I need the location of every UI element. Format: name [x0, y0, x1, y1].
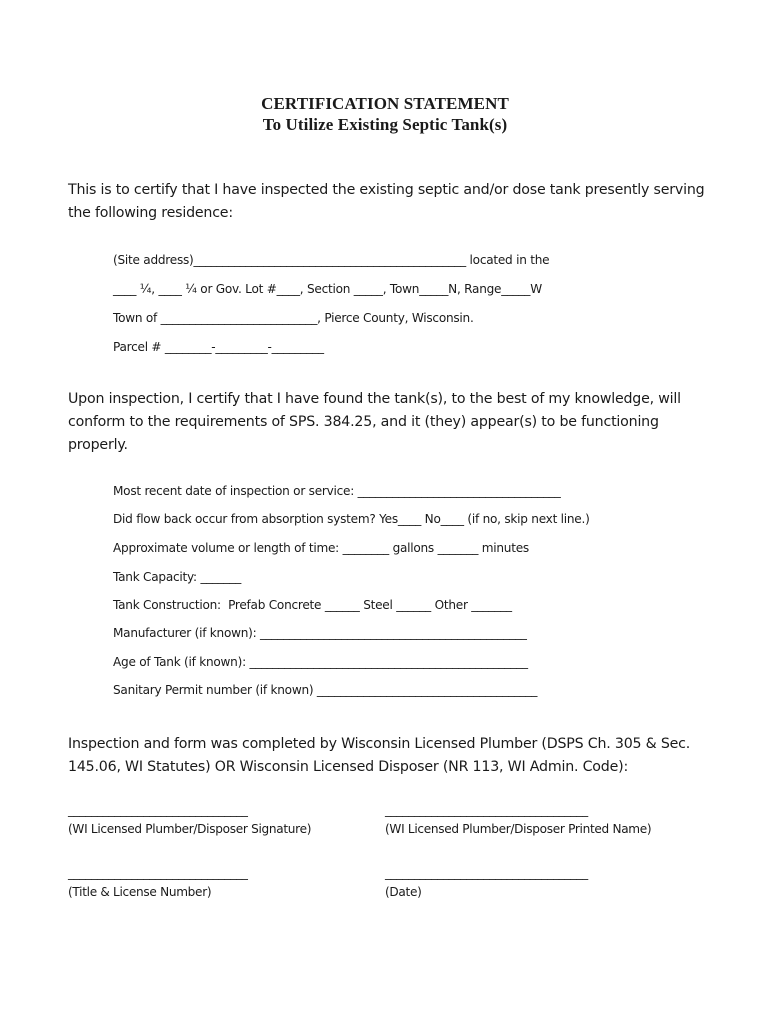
signature-line[interactable]: _______________________________ — [68, 803, 248, 817]
printed-name-label: (WI Licensed Plumber/Disposer Printed Name) — [385, 822, 652, 836]
site-address-field[interactable]: (Site address)_______________________________________________ located in the — [113, 253, 550, 267]
form-subtitle: To Utilize Existing Septic Tank(s) — [262, 115, 508, 134]
title-license-label: (Title & License Number) — [68, 885, 212, 899]
certify-paragraph: Upon inspection, I certify that I have found the tank(s), to the best of my knowledge, will conform to the requirements of SPS. 384.25, and it (they) appear(s) to be functioning properly. — [68, 391, 681, 453]
town-field[interactable]: Town of ___________________________, Pierce County, Wisconsin. — [113, 311, 474, 325]
capacity-field[interactable]: Tank Capacity: _______ — [113, 570, 242, 584]
parcel-field[interactable]: Parcel # ________-_________-_________ — [113, 340, 324, 354]
volume-field[interactable]: Approximate volume or length of time: ________ gallons _______ minutes — [113, 541, 529, 555]
permit-number-field[interactable]: Sanitary Permit number (if known) ______________________________________ — [113, 683, 538, 697]
date-line[interactable]: ___________________________________ — [385, 866, 588, 880]
title-license-line[interactable]: _______________________________ — [68, 866, 248, 880]
printed-name-line[interactable]: ___________________________________ — [385, 803, 588, 817]
intro-paragraph: This is to certify that I have inspected the existing septic and/or dose tank presently serving the following residence: — [68, 182, 705, 221]
recent-date-field[interactable]: Most recent date of inspection or service: ___________________________________ — [113, 484, 561, 498]
date-label: (Date) — [385, 885, 422, 899]
flow-back-field[interactable]: Did flow back occur from absorption system? Yes____ No____ (if no, skip next line.) — [113, 512, 590, 526]
form-title: CERTIFICATION STATEMENT — [261, 94, 509, 113]
completion-paragraph: Inspection and form was completed by Wisconsin Licensed Plumber (DSPS Ch. 305 & Sec. 145.06, WI Statutes) OR Wisconsin Licensed Disposer (NR 113, WI Admin. Code): — [68, 736, 691, 775]
location-field[interactable]: ____ ¼, ____ ¼ or Gov. Lot #____, Section _____, Town_____N, Range_____W — [113, 282, 542, 296]
tank-age-field[interactable]: Age of Tank (if known): ________________________________________________ — [113, 655, 528, 669]
construction-field[interactable]: Tank Construction: Prefab Concrete ______ Steel ______ Other _______ — [113, 598, 512, 612]
manufacturer-field[interactable]: Manufacturer (if known): ______________________________________________ — [113, 626, 527, 640]
signature-label: (WI Licensed Plumber/Disposer Signature) — [68, 822, 312, 836]
